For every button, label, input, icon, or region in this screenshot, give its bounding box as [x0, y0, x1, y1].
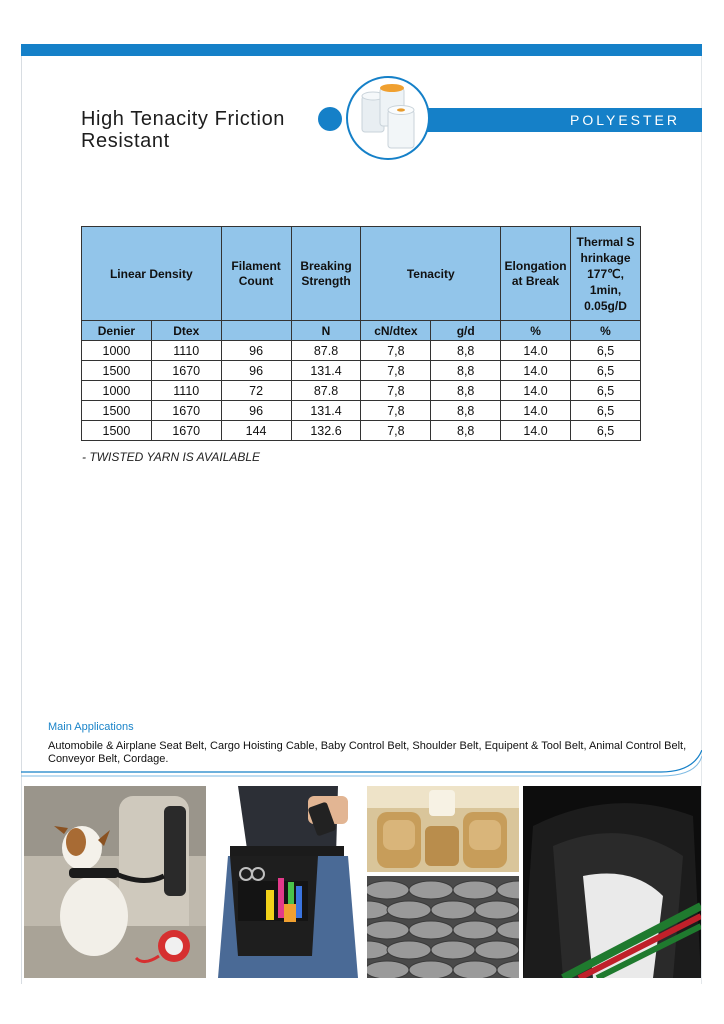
table-cell: 1000 [82, 341, 152, 361]
table-cell: 7,8 [361, 401, 431, 421]
table-cell: 1500 [82, 401, 152, 421]
page-title [81, 108, 311, 152]
unit-cell: cN/dtex [361, 321, 431, 341]
header-linear-density: Linear Density [82, 227, 222, 321]
table-cell: 8,8 [431, 361, 501, 381]
car-seat-photo [523, 786, 701, 978]
table-cell: 8,8 [431, 381, 501, 401]
header-thermal-shrinkage: Thermal S hrinkage 177℃, 1min, 0.05g/D [571, 227, 641, 321]
table-row [82, 421, 641, 441]
table-cell: 7,8 [361, 381, 431, 401]
table-cell: 8,8 [431, 341, 501, 361]
table-cell: 6,5 [571, 381, 641, 401]
table-row [82, 381, 641, 401]
table-cell: 1110 [151, 341, 221, 361]
dog-seat-belt-photo [24, 786, 206, 978]
table-cell: 6,5 [571, 341, 641, 361]
table-cell: 1500 [82, 421, 152, 441]
twisted-yarn-note: - TWISTED YARN IS AVAILABLE [82, 450, 261, 464]
unit-cell: % [501, 321, 571, 341]
rope-texture-photo [367, 876, 519, 978]
category-label: POLYESTER [570, 112, 680, 128]
accent-dot [318, 107, 342, 131]
unit-cell: % [571, 321, 641, 341]
table-cell: 7,8 [361, 341, 431, 361]
category-band [390, 108, 702, 132]
unit-cell [221, 321, 291, 341]
table-cell: 1670 [151, 361, 221, 381]
table-cell: 96 [221, 401, 291, 421]
table-cell: 6,5 [571, 401, 641, 421]
applications-text: Automobile & Airplane Seat Belt, Cargo Hoisting Cable, Baby Control Belt, Shoulder Belt, Equipent & Tool Belt, Animal Control Belt, Conveyor Belt, Cordage. [48, 740, 687, 765]
table-cell: 131.4 [291, 361, 361, 381]
table-cell: 72 [221, 381, 291, 401]
table-cell: 131.4 [291, 401, 361, 421]
unit-cell: N [291, 321, 361, 341]
table-cell: 1000 [82, 381, 152, 401]
table-cell: 14.0 [501, 341, 571, 361]
unit-cell: Denier [82, 321, 152, 341]
header-filament-count: Filament Count [221, 227, 291, 321]
table-cell: 87.8 [291, 341, 361, 361]
table-cell: 96 [221, 341, 291, 361]
table-cell: 8,8 [431, 401, 501, 421]
airplane-seats-photo [367, 786, 519, 872]
title-line-1: High Tenacity Friction [81, 108, 286, 130]
blue-swoosh-divider [21, 750, 702, 790]
unit-cell: Dtex [151, 321, 221, 341]
header-row [82, 227, 641, 321]
table-cell: 6,5 [571, 421, 641, 441]
table-cell: 14.0 [501, 421, 571, 441]
table-cell: 8,8 [431, 421, 501, 441]
table-cell: 144 [221, 421, 291, 441]
yarn-spools-image [348, 78, 428, 158]
header-tenacity: Tenacity [361, 227, 501, 321]
table-cell: 132.6 [291, 421, 361, 441]
table-cell: 1670 [151, 401, 221, 421]
unit-row [82, 321, 641, 341]
header-elongation: Elongation at Break [501, 227, 571, 321]
table-cell: 96 [221, 361, 291, 381]
table-cell: 87.8 [291, 381, 361, 401]
specification-table [81, 226, 641, 441]
table-cell: 1500 [82, 361, 152, 381]
table-cell: 6,5 [571, 361, 641, 381]
applications-title: Main Applications [48, 721, 134, 733]
table-row [82, 361, 641, 381]
tool-belt-photo [208, 786, 362, 978]
title-line-2: Resistant [81, 130, 170, 152]
table-row [82, 401, 641, 421]
table-cell: 14.0 [501, 401, 571, 421]
top-accent-bar [21, 44, 702, 56]
table-cell: 7,8 [361, 361, 431, 381]
table-cell: 14.0 [501, 381, 571, 401]
table-cell: 7,8 [361, 421, 431, 441]
table-cell: 1110 [151, 381, 221, 401]
table-cell: 14.0 [501, 361, 571, 381]
header-breaking-strength: Breaking Strength [291, 227, 361, 321]
unit-cell: g/d [431, 321, 501, 341]
table-row [82, 341, 641, 361]
table-cell: 1670 [151, 421, 221, 441]
